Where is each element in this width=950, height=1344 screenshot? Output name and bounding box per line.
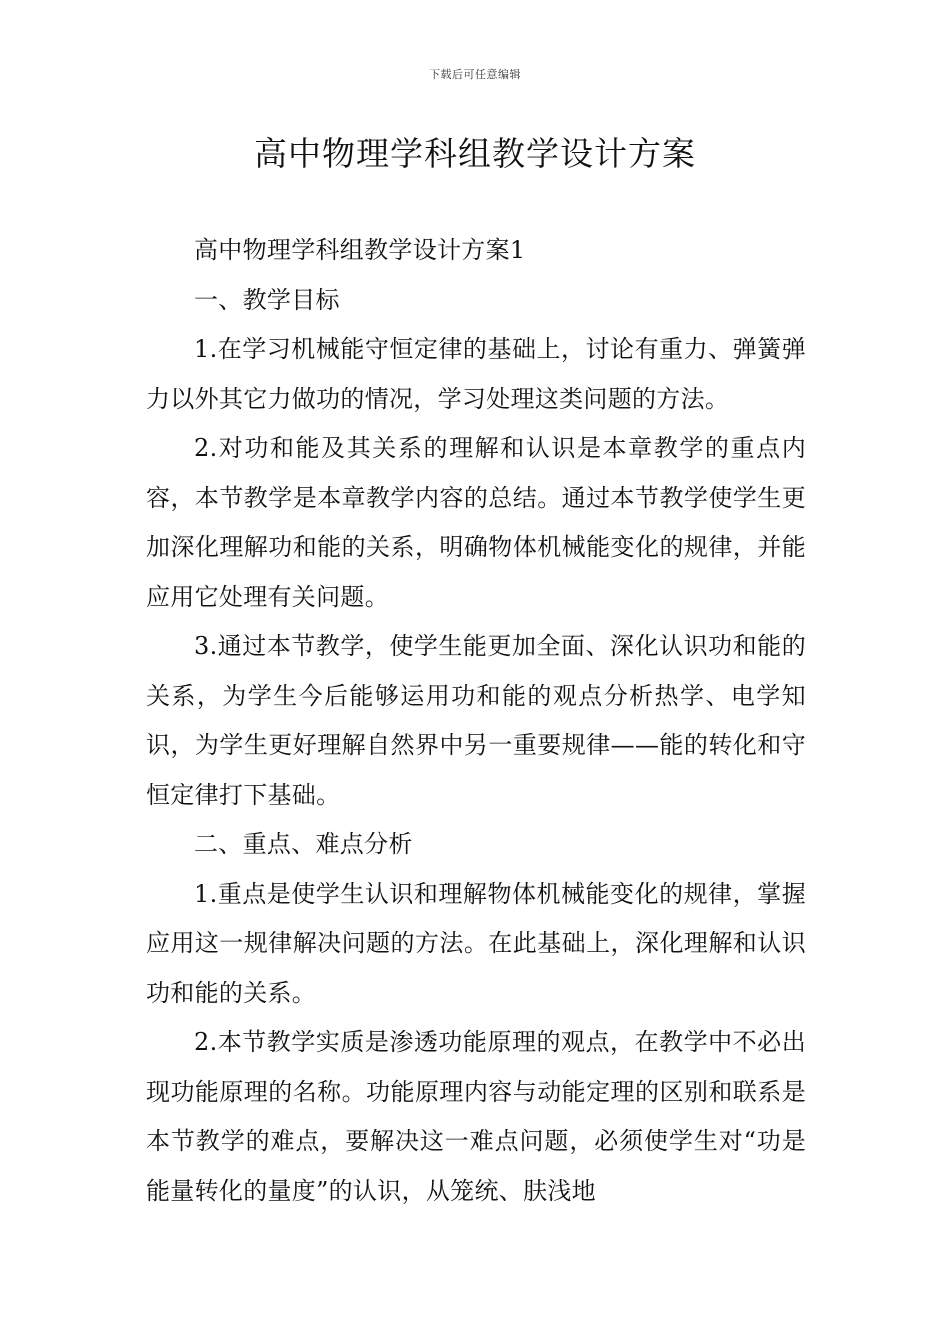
document-title: 高中物理学科组教学设计方案 bbox=[254, 134, 696, 173]
paragraph-objective-1: 1.在学习机械能守恒定律的基础上，讨论有重力、弹簧弹力以外其它力做功的情况，学习处理这类问题的方法。 bbox=[146, 335, 806, 413]
page-header-note: 下载后可任意编辑 bbox=[429, 68, 521, 81]
paragraph-objective-3: 3.通过本节教学，使学生能更加全面、深化认识功和能的关系，为学生今后能够运用功和能的观点分析热学、电学知识，为学生更好理解自然界中另一重要规律——能的转化和守恒定律打下基础。 bbox=[146, 632, 806, 809]
document-body bbox=[146, 226, 806, 1216]
section-heading-key-points: 二、重点、难点分析 bbox=[194, 830, 413, 858]
section-heading-objectives: 一、教学目标 bbox=[194, 285, 340, 314]
paragraph-key-point-2: 2.本节教学实质是渗透功能原理的观点，在教学中不必出现功能原理的名称。功能原理内容与动能定理的区别和联系是本节教学的难点，要解决这一难点问题，必须使学生对“功是能量转化的量度”的认识，从笼统、肤浅地 bbox=[146, 1028, 806, 1205]
section-subtitle: 高中物理学科组教学设计方案1 bbox=[194, 236, 526, 264]
paragraph-objective-2: 2.对功和能及其关系的理解和认识是本章教学的重点内容，本节教学是本章教学内容的总结。通过本节教学使学生更加深化理解功和能的关系，明确物体机械能变化的规律，并能应用它处理有关问题。 bbox=[146, 434, 806, 611]
paragraph-key-point-1: 1.重点是使学生认识和理解物体机械能变化的规律，掌握应用这一规律解决问题的方法。在此基础上，深化理解和认识功和能的关系。 bbox=[146, 879, 806, 1007]
